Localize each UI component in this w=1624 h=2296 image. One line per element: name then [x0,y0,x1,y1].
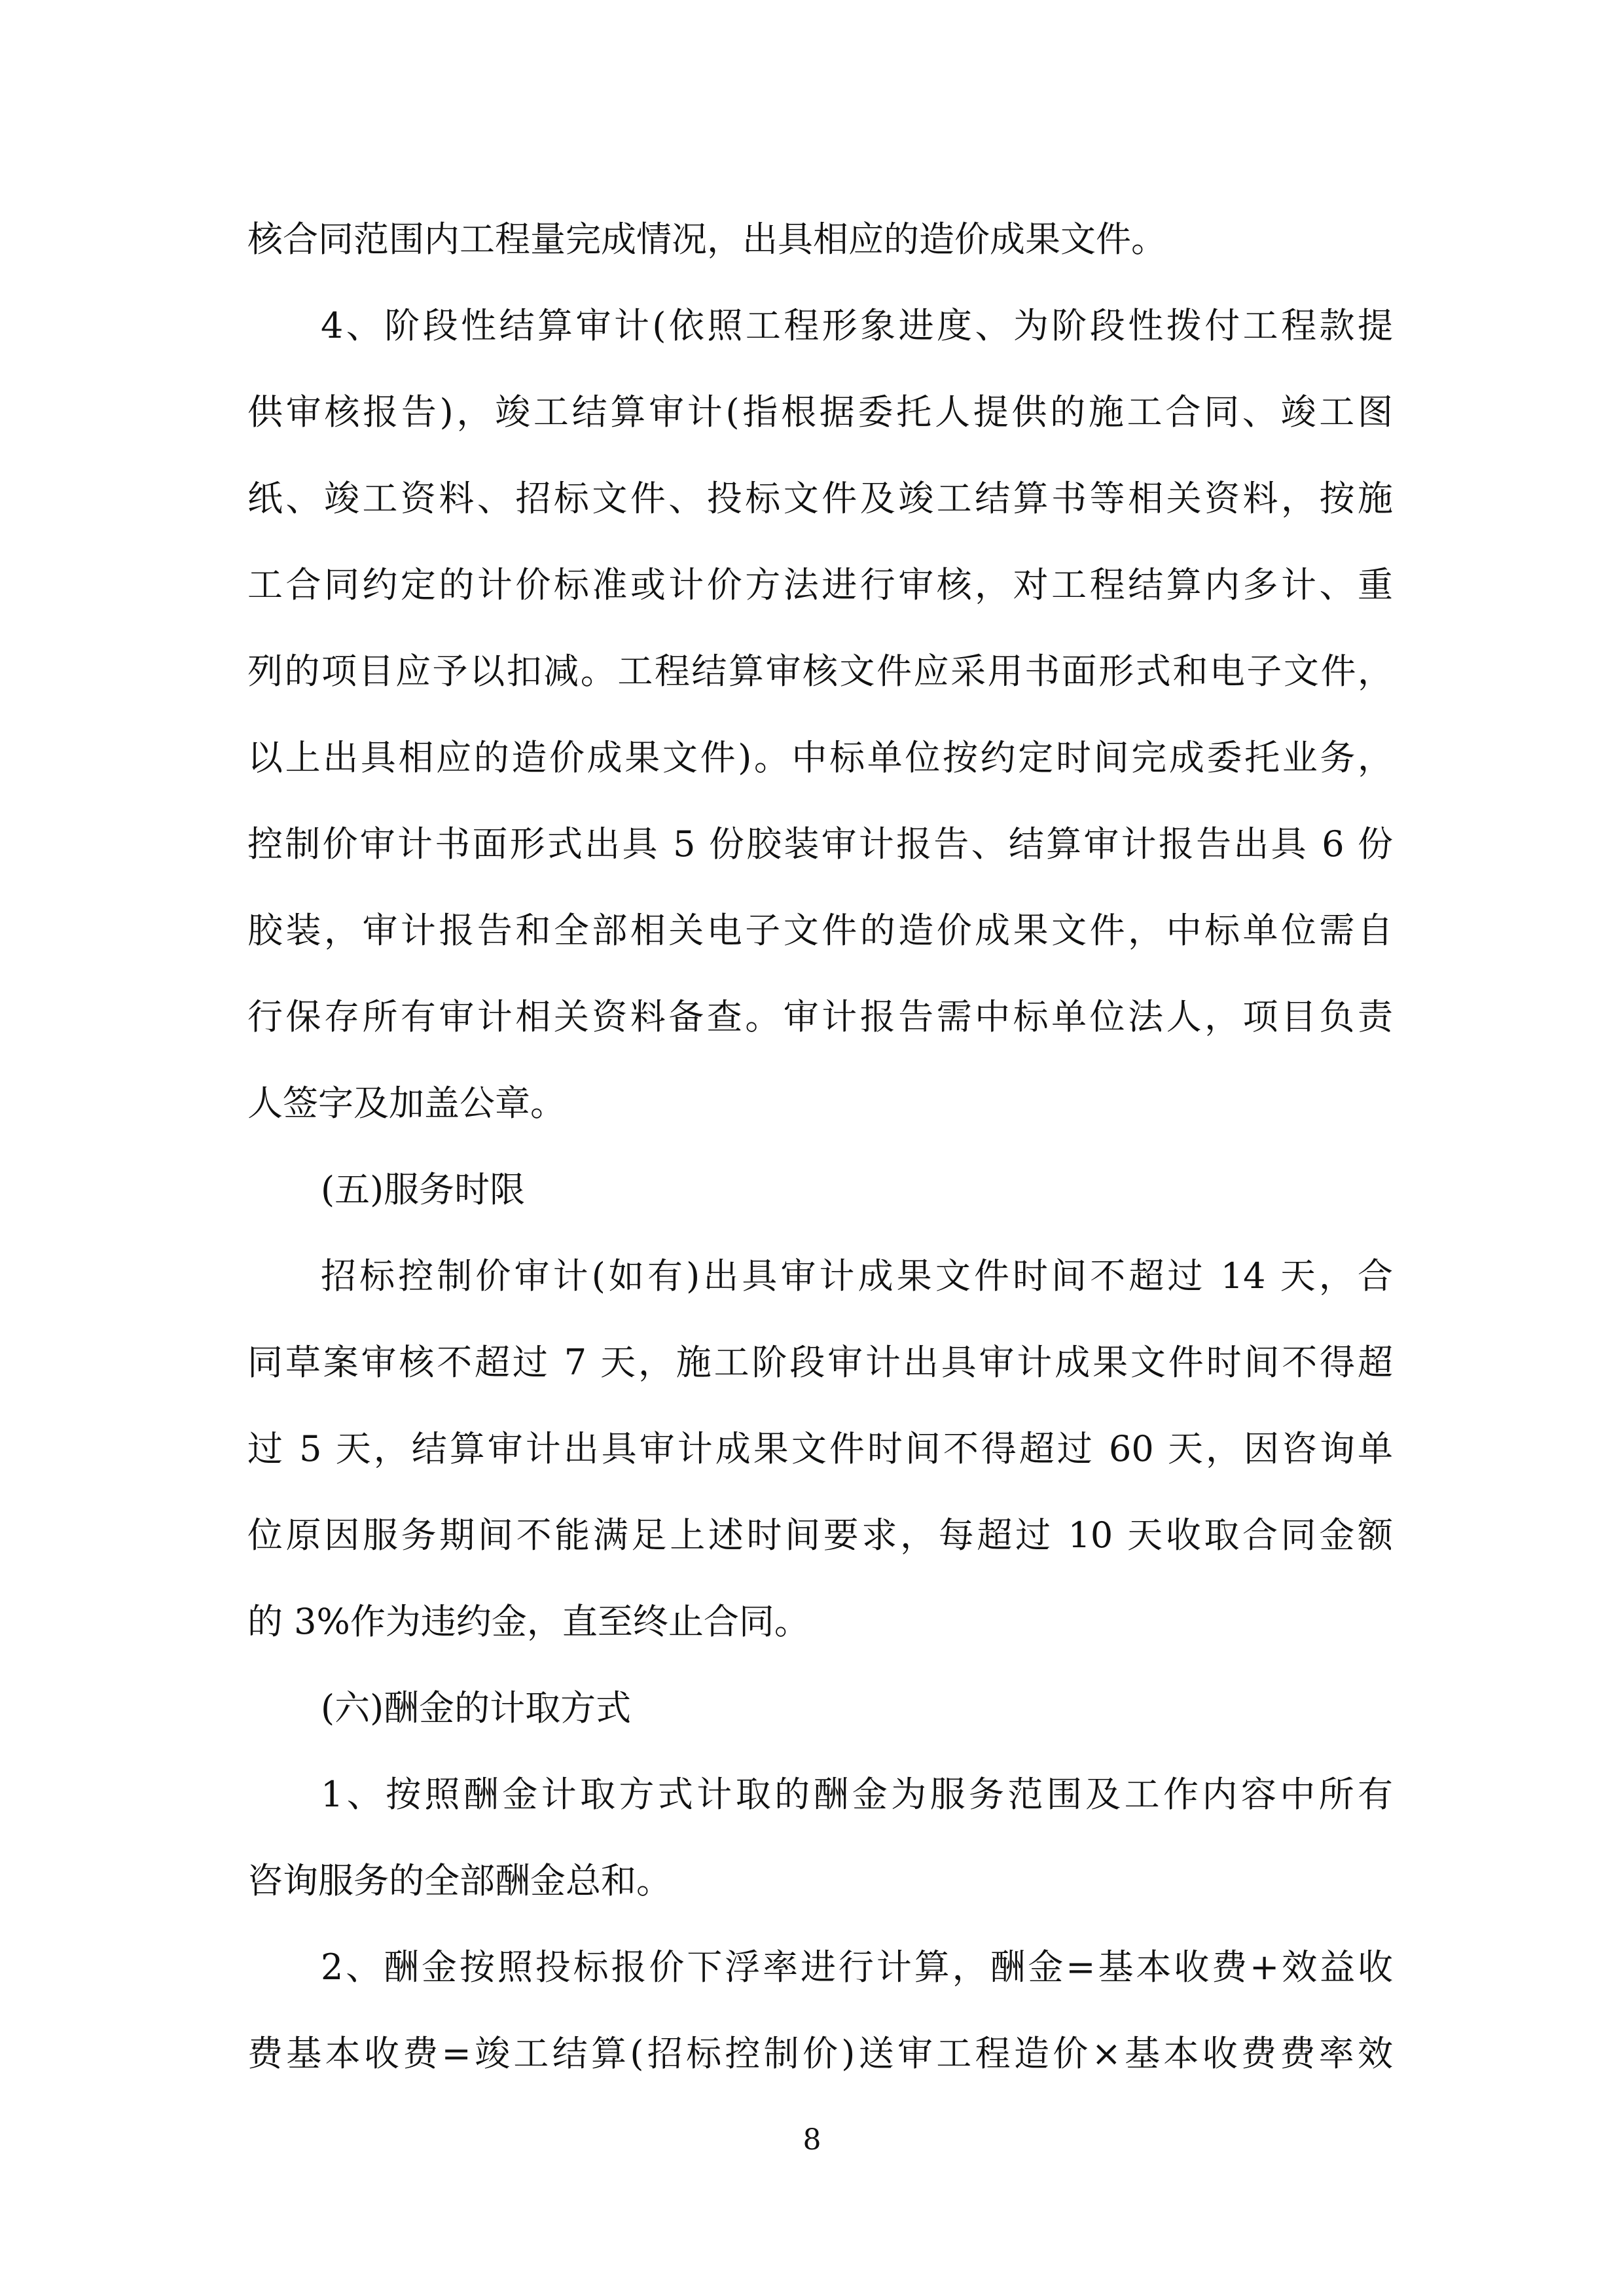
body-text-line: 行保存所有审计相关资料备查。审计报告需中标单位法人，项目负责 [247,996,1393,1037]
section-heading: (六)酬金的计取方式 [321,1687,632,1729]
body-text-line: 过 5 天，结算审计出具审计成果文件时间不得超过 60 天，因咨询单 [247,1428,1393,1469]
body-text-line: 咨询服务的全部酬金总和。 [247,1860,672,1901]
body-text-line: 人签字及加盖公章。 [247,1083,566,1124]
body-text-line: 位原因服务期间不能满足上述时间要求，每超过 10 天收取合同金额 [247,1515,1393,1556]
body-text-line: 胶装，审计报告和全部相关电子文件的造价成果文件，中标单位需自 [247,910,1393,951]
page-number: 8 [803,2123,821,2157]
body-text-line: 的 3%作为违约金，直至终止合同。 [247,1601,810,1642]
body-text-line: 控制价审计书面形式出具 5 份胶装审计报告、结算审计报告出具 6 份 [247,823,1393,865]
body-text-line: 招标控制价审计(如有)出具审计成果文件时间不超过 14 天，合 [321,1255,1393,1297]
body-text-line: 核合同范围内工程量完成情况，出具相应的造价成果文件。 [247,219,1166,260]
body-text-line: 4、阶段性结算审计(依照工程形象进度、为阶段性拨付工程款提 [321,305,1393,346]
body-text-line: 同草案审核不超过 7 天，施工阶段审计出具审计成果文件时间不得超 [247,1342,1393,1383]
body-text-line: 工合同约定的计价标准或计价方法进行审核，对工程结算内多计、重 [247,564,1393,605]
body-text-line: 列的项目应予以扣减。工程结算审核文件应采用书面形式和电子文件， [247,651,1393,692]
body-text-line: 供审核报告)，竣工结算审计(指根据委托人提供的施工合同、竣工图 [247,391,1393,433]
section-heading: (五)服务时限 [321,1169,526,1210]
body-text-line: 以上出具相应的造价成果文件)。中标单位按约定时间完成委托业务， [247,737,1393,778]
body-text-line: 纸、竣工资料、招标文件、投标文件及竣工结算书等相关资料，按施 [247,478,1393,519]
body-text-line: 费基本收费=竣工结算(招标控制价)送审工程造价×基本收费费率效 [247,2033,1393,2074]
body-text-line: 2、酬金按照投标报价下浮率进行计算，酬金=基本收费+效益收 [321,1946,1393,1988]
body-text-line: 1、按照酬金计取方式计取的酬金为服务范围及工作内容中所有 [321,1774,1393,1815]
